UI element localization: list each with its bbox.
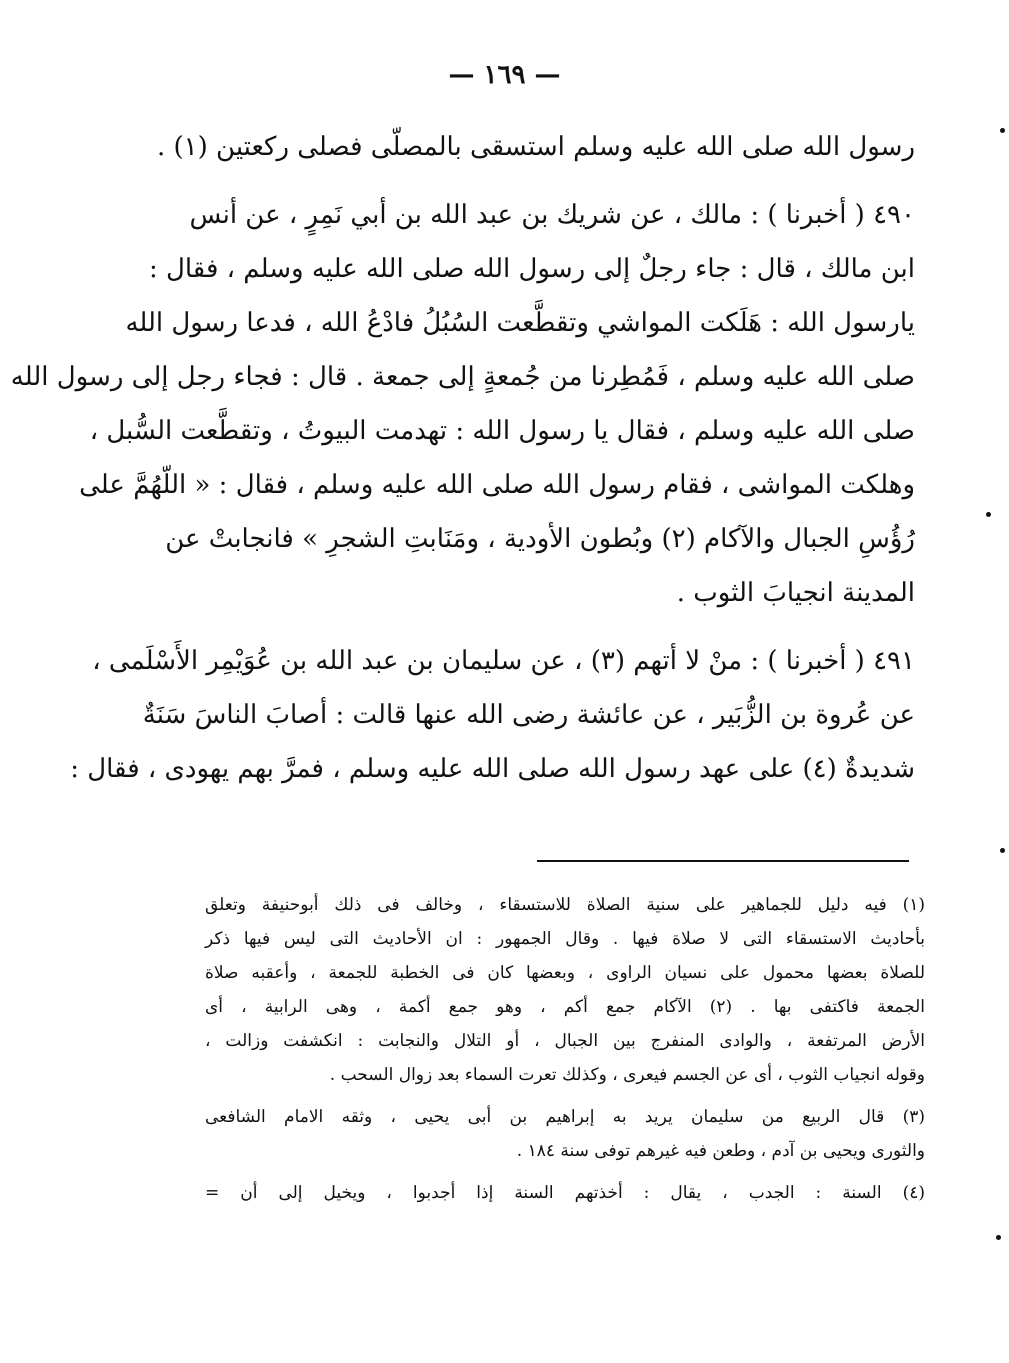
footnote-line: (٤) السنة : الجدب ، يقال : أخذتهم السنة إذا أجدبوا ، ويخيل إلى أن =	[205, 1183, 925, 1203]
text-line: المدينة انجيابَ الثوب .	[676, 578, 915, 608]
text-line: صلى الله عليه وسلم ، فَمُطِرنا من جُمعةٍ إلى جمعة . قال : فجاء رجل إلى رسول الله	[10, 362, 915, 392]
text-line: رسول الله صلى الله عليه وسلم استسقى بالمصلّى فصلى ركعتين (١) .	[156, 132, 915, 162]
margin-dot	[996, 1235, 1001, 1240]
hadith-490	[10, 188, 915, 620]
footnotes	[205, 888, 925, 1210]
footnote-line: الأرض المرتفعة ، والوادى المنفرج بين الجبال ، أو التلال والنجابت : انكشفت وزالت ،	[205, 1031, 925, 1051]
text-line: رُؤُسِ الجبال والآكام (٢) وبُطون الأودية ، ومَنَابتِ الشجرِ » فانجابتْ عن	[165, 524, 915, 554]
text-line: يارسول الله : هَلَكت المواشي وتقطَّعت السُبُلُ فادْعُ الله ، فدعا رسول الله	[125, 308, 915, 338]
page-number: — ١٦٩ —	[448, 60, 561, 90]
footnote-line: وقوله انجياب الثوب ، أى عن الجسم فيعرى ، وكذلك تعرت السماء بعد زوال السحب .	[329, 1065, 925, 1085]
footnote-line: بأحاديث الاستسقاء التى لا صلاة فيها . وقال الجمهور : ان الأحاديث التى ليس فيها ذكر	[205, 929, 925, 949]
margin-dot	[986, 512, 991, 517]
text-line: ابن مالك ، قال : جاء رجلٌ إلى رسول الله صلى الله عليه وسلم ، فقال :	[148, 254, 915, 284]
footnote-1-2	[205, 888, 925, 1092]
text-line: وهلكت المواشى ، فقام رسول الله صلى الله عليه وسلم ، فقال : « اللّهُمَّ على	[79, 470, 915, 500]
footnote-separator	[537, 860, 909, 862]
margin-dot	[1000, 848, 1005, 853]
text-line: عن عُروة بن الزُّبَير ، عن عائشة رضى الله عنها قالت : أصابَ الناسَ سَنَةٌ	[142, 700, 915, 730]
text-line: شديدةٌ (٤) على عهد رسول الله صلى الله عليه وسلم ، فمرَّ بهم يهودى ، فقال :	[70, 754, 915, 784]
footnote-line: والثورى ويحيى بن آدم ، وطعن فيه غيرهم توفى سنة ١٨٤ .	[516, 1141, 925, 1161]
text-line: ٤٩١ ( أخبرنا ) : منْ لا أتهم (٣) ، عن سليمان بن عبد الله بن عُوَيْمِر الأَسْلَمى ،	[92, 646, 915, 676]
margin-dot	[1000, 128, 1005, 133]
text-line: صلى الله عليه وسلم ، فقال يا رسول الله : تهدمت البيوتُ ، وتقطَّعت السُّبل ،	[89, 416, 915, 446]
footnote-line: الجمعة فاكتفى بها . (٢) الآكام جمع أكم ، وهو جمع أكمة ، وهى الرابية ، أى	[205, 997, 926, 1017]
hadith-491	[70, 634, 915, 796]
paragraph-continuation	[156, 120, 915, 174]
text-line: ٤٩٠ ( أخبرنا ) : مالك ، عن شريك بن عبد الله بن أبي نَمِرٍ ، عن أنس	[189, 200, 915, 230]
main-text	[10, 120, 915, 796]
footnote-3	[205, 1100, 925, 1168]
footnote-line: للصلاة بعضها محمول على نسيان الراوى ، وبعضها كان فى الخطبة للجمعة ، وأعقبه صلاة	[205, 963, 925, 983]
footnote-4	[205, 1176, 925, 1210]
footnote-line: (١) فيه دليل للجماهير على سنية الصلاة للاستسقاء ، وخالف فى ذلك أبوحنيفة وتعلق	[205, 895, 925, 915]
footnote-line: (٣) قال الربيع من سليمان يريد به إبراهيم بن أبى يحيى ، وثقه الامام الشافعى	[205, 1107, 925, 1127]
